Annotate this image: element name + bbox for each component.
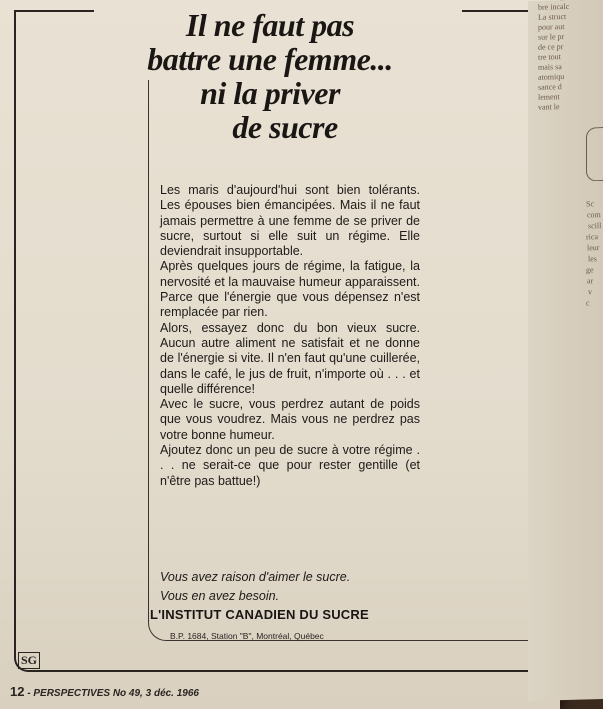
paragraph-3: Alors, essayez donc du bon vieux sucre. Aucun autre aliment ne satisfait et ne donne de l'énergie si vite. Il n'en faut qu'une cuillerée, dans le café, le jus de fruit, n'importe où . . . et quelle différence! — [160, 320, 420, 396]
page-footer — [10, 684, 199, 699]
publication-info: - PERSPECTIVES No 49, 3 déc. 1966 — [27, 688, 199, 699]
logo-left: SG — [18, 652, 40, 669]
adjacent-fragment: leur — [587, 243, 600, 253]
tagline — [160, 568, 430, 606]
adjacent-fragment: ge — [586, 265, 594, 275]
adjacent-box — [586, 127, 603, 182]
adjacent-fragment: mais sa — [538, 62, 562, 72]
headline — [100, 8, 440, 144]
headline-line-2: battre une femme... — [147, 41, 393, 77]
paragraph-4: Avec le sucre, vous perdrez autant de poids que vous voudrez. Mais vous ne perdrez pas votre bonne humeur. — [160, 397, 420, 442]
headline-line-1: Il ne faut pas — [185, 7, 355, 43]
adjacent-fragment: les — [588, 254, 597, 264]
paragraph-1: Les maris d'aujourd'hui sont bien tolérants. Les épouses bien émancipées. Mais il ne faut jamais permettre à une femme de se priver de sucre, surtout si elle suit un régime. Elle deviendrait insupportable. — [160, 183, 420, 259]
adjacent-fragment: sance d — [538, 82, 562, 92]
adjacent-fragment: La struct — [538, 11, 567, 22]
adjacent-fragment: v — [588, 287, 592, 297]
adjacent-fragment: bre incalc — [538, 1, 570, 12]
adjacent-fragment: tre tout — [538, 52, 561, 62]
tagline-line-1: Vous avez raison d'aimer le sucre. — [160, 570, 351, 584]
organization-address: B.P. 1684, Station "B", Montréal, Québec — [170, 631, 324, 641]
adjacent-fragment: ar — [587, 276, 594, 286]
paragraph-5: Ajoutez donc un peu de sucre à votre régime . . . ne serait-ce que pour rester gentille (et n'être pas battue!) — [160, 443, 420, 488]
organization-name: L'INSTITUT CANADIEN DU SUCRE — [150, 607, 369, 622]
adjacent-fragment: rica — [586, 232, 598, 242]
tagline-line-2: Vous en avez besoin. — [160, 589, 280, 603]
adjacent-fragment: com — [587, 210, 601, 220]
headline-line-3: ni la priver — [200, 75, 340, 111]
paragraph-2: Après quelques jours de régime, la fatigue, la nervosité et la mauvaise humeur apparaissent. Parce que l'énergie que vous dépensez n'est remplacée par rien. — [160, 259, 420, 320]
adjacent-fragment: vant le — [538, 102, 560, 112]
adjacent-fragment: lement — [538, 92, 560, 102]
page-number: 12 — [10, 684, 25, 699]
adjacent-fragment: de ce pr — [538, 42, 564, 52]
adjacent-fragment: c — [586, 298, 590, 308]
adjacent-page — [528, 0, 603, 701]
adjacent-fragment: sur le pr — [538, 32, 565, 42]
adjacent-fragment: scill — [588, 221, 602, 231]
headline-line-4: de sucre — [232, 109, 338, 145]
body-text — [160, 183, 420, 489]
adjacent-fragment: atomiqu — [538, 72, 565, 82]
adjacent-fragment: Sc — [586, 199, 594, 209]
adjacent-fragment: pour aut — [538, 22, 565, 32]
adjacent-fragments-top — [528, 0, 603, 112]
